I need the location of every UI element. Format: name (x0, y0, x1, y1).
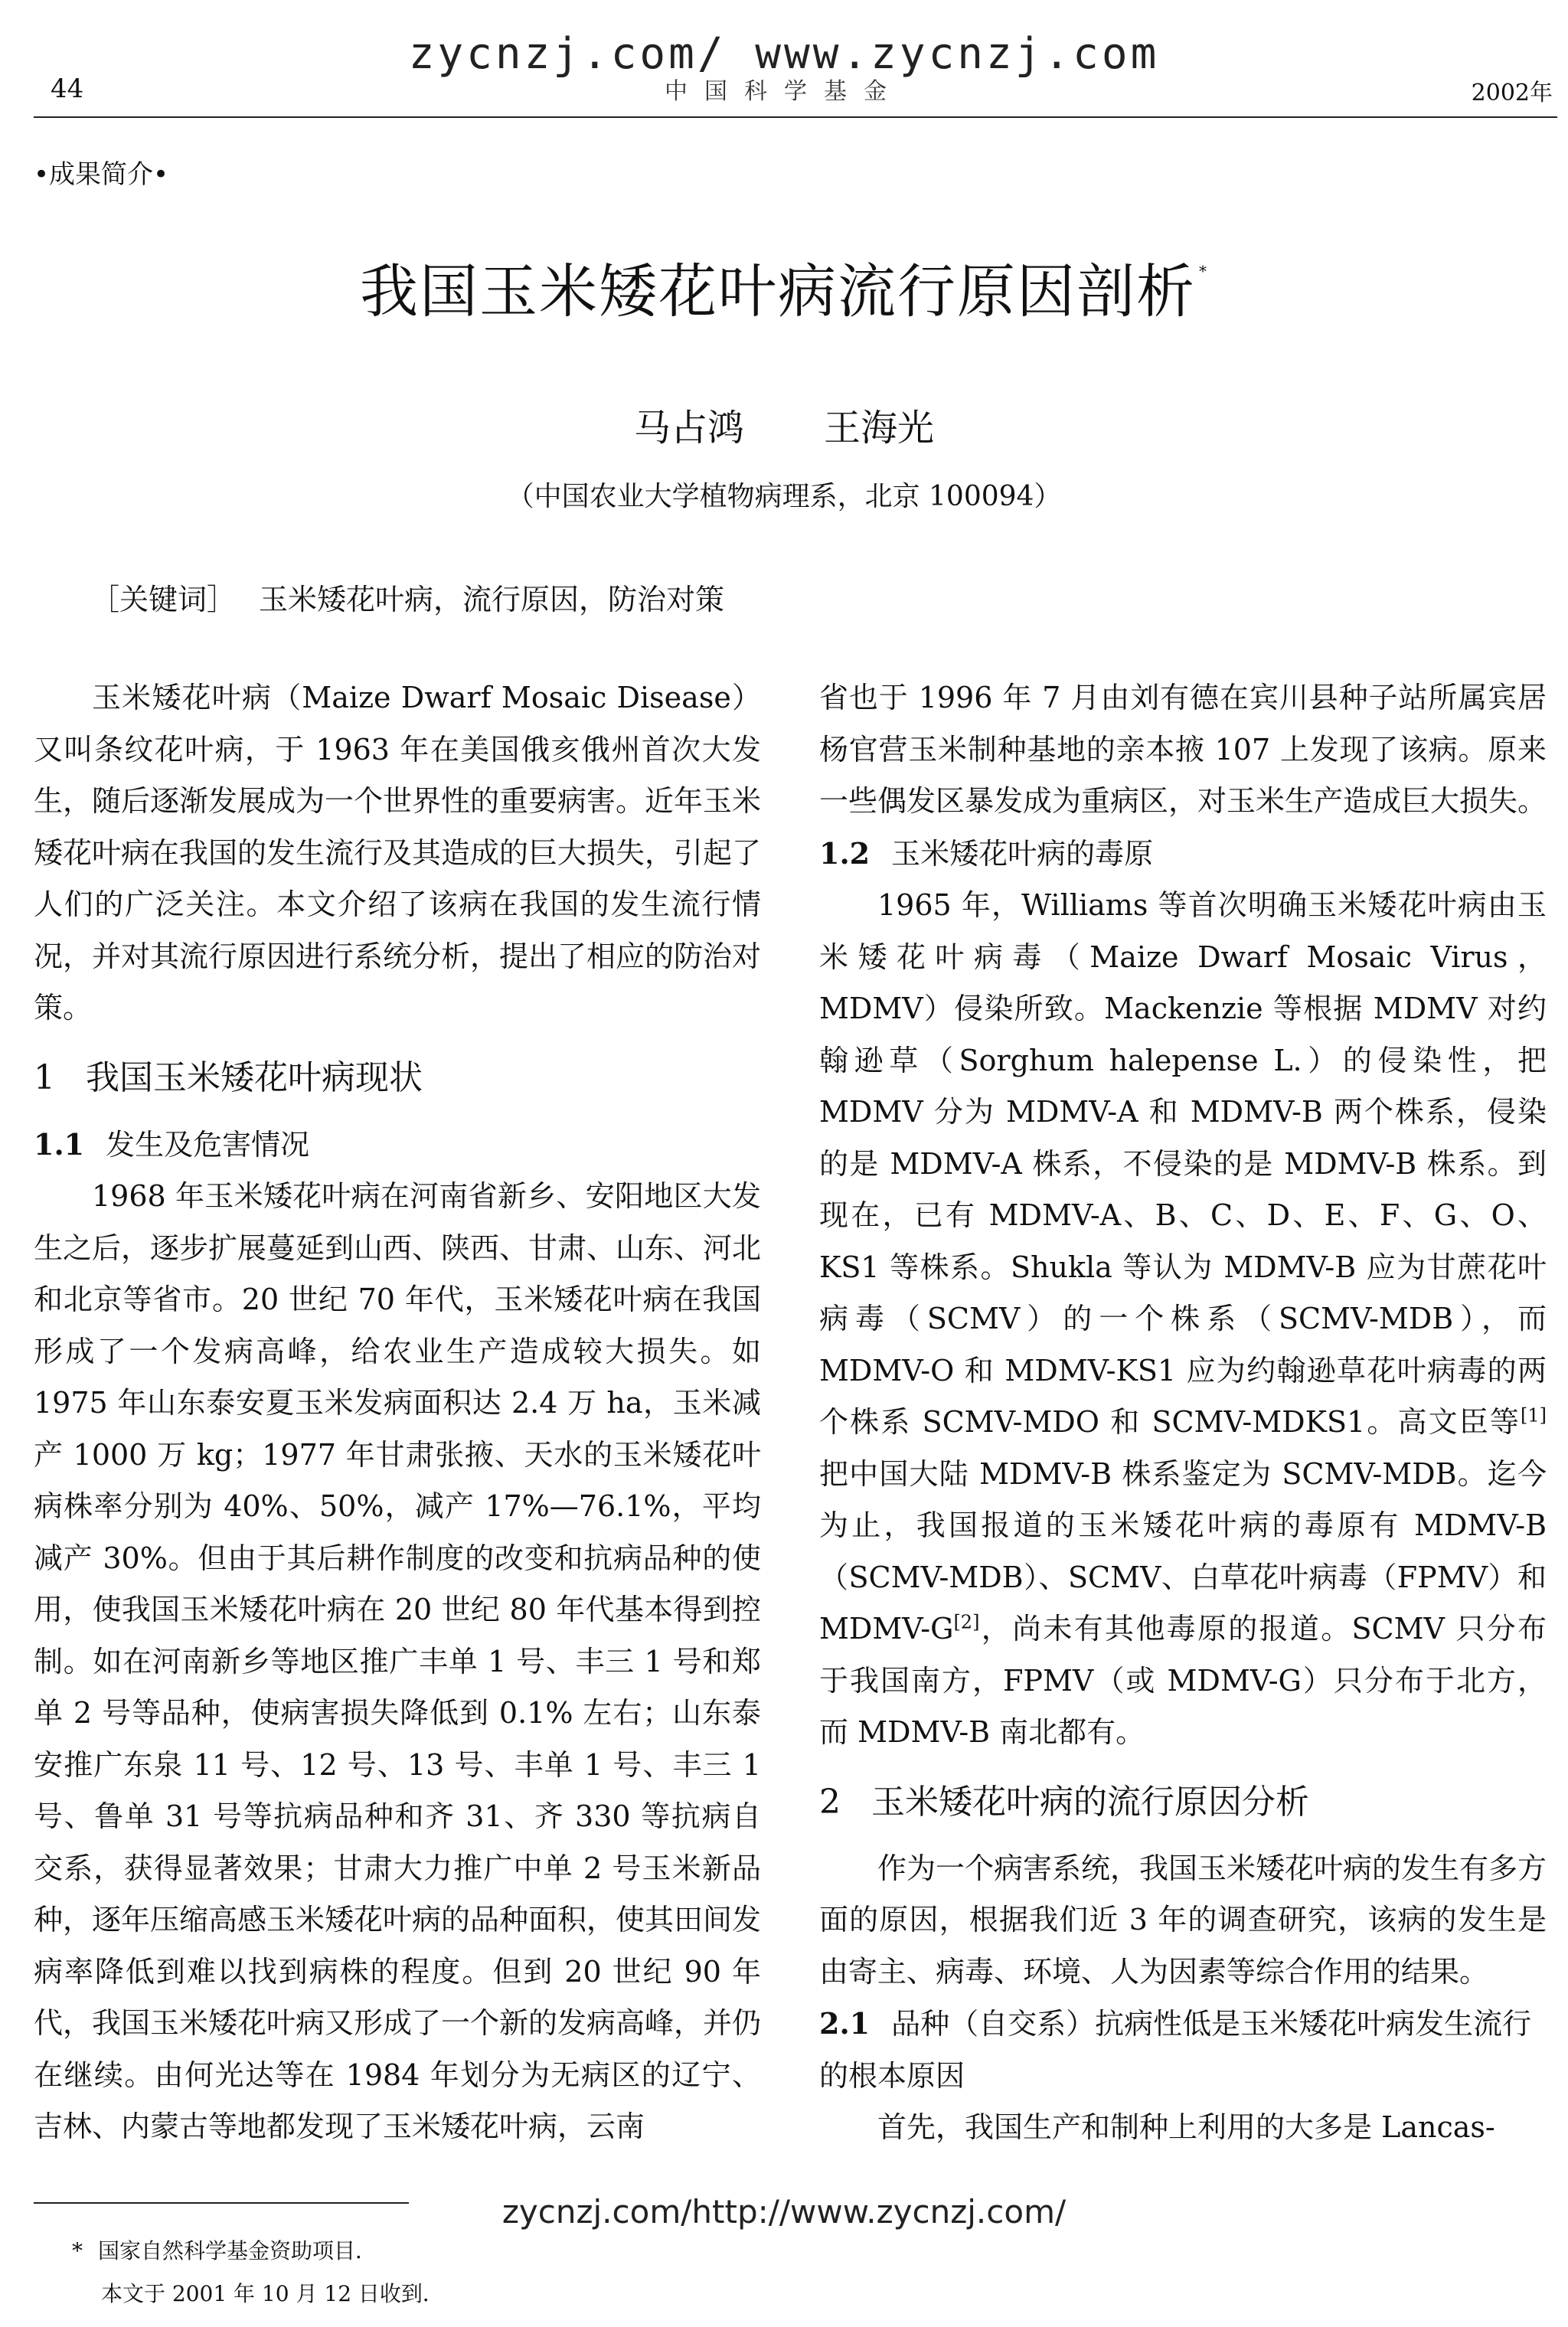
subsection-title: 品种（自交系）抗病性低是玉米矮花叶病发生流行的根本原因 (819, 2007, 1532, 2093)
footnote (72, 2234, 377, 2265)
journal-name: 中国科学基金 (665, 78, 903, 105)
watermark-top: zycnzj.com/ www.zycnzj.com (408, 29, 1160, 79)
paragraph-text: 把中国大陆 MDMV-B 株系鉴定为 SCMV-MDB。迄今为止，我国报道的玉米矮花叶病的毒原有 MDMV-B（SCMV-MDB）、SCMV、白草花叶病毒（FPMV）和 MDMV-G (819, 1456, 1547, 1646)
section-heading (34, 1051, 761, 1105)
footnote-text: 国家自然科学基金资助项目． (98, 2238, 377, 2263)
section-tag: •成果简介• (34, 159, 169, 190)
citation-ref[interactable]: [2] (953, 1611, 980, 1633)
page-number: 44 (51, 74, 84, 104)
footnote: 本文于 2001 年 10 月 12 日收到． (101, 2281, 444, 2306)
keywords-label: ［关键词］ (90, 583, 237, 616)
keywords (90, 576, 724, 618)
article-title (0, 245, 1568, 328)
footnote-mark: * (72, 2238, 83, 2263)
author-name: 马占鸿 (633, 407, 744, 449)
paragraph-text: 1965 年，Williams 等首次明确玉米矮花叶病由玉米矮花叶病毒（Maize Dwarf Mosaic Virus，MDMV）侵染所致。Mackenzie 等根据 MDMV 对约翰逊草（Sorghum halepense L.）的侵染性，把 MDMV 分为 MDMV-A 和 MDMV-B 两个株系，侵染的是 MDMV-A 株系，不侵染的是 MDMV-B 株系。到现在，已有 MDMV-A、B、C、D、E、F、G、O、KS1 等株系。Shukla 等认为 MDMV-B 应为甘蔗花叶病毒（SCMV）的一个株系（SCMV-MDB），而 MDMV-O 和 MDMV-KS1 应为约翰逊草花叶病毒的两个株系 SCMV-MDO 和 SCMV-MDKS1。高文臣等 (819, 888, 1547, 1439)
left-column (34, 672, 761, 2153)
journal-year: 2002年 (1471, 80, 1553, 106)
section-title: 玉米矮花叶病的流行原因分析 (871, 1782, 1309, 1822)
subsection-heading (819, 828, 1547, 881)
author-name: 王海光 (824, 407, 935, 449)
header-rule (34, 116, 1557, 118)
section-number: 2 (819, 1782, 841, 1822)
subsection-heading (34, 1119, 761, 1172)
body-paragraph: 首先，我国生产和制种上利用的大多是 Lancas- (877, 2110, 1495, 2144)
right-column (819, 672, 1547, 2154)
section-heading (819, 1776, 1547, 1829)
subsection-number: 1.2 (819, 835, 871, 871)
section-title: 我国玉米矮花叶病现状 (86, 1057, 423, 1097)
body-paragraph: 省也于 1996 年 7 月由刘有德在宾川县种子站所属宾居杨官营玉米制种基地的亲本掖 107 上发现了该病。原来一些偶发区暴发成为重病区，对玉米生产造成巨大损失。 (819, 681, 1547, 818)
subsection-heading (819, 1998, 1547, 2102)
subsection-number: 2.1 (819, 2006, 871, 2041)
keywords-text: 玉米矮花叶病，流行原因，防治对策 (259, 583, 725, 616)
paragraph-text: ，尚未有其他毒原的报道。SCMV 只分布于我国南方，FPMV（或 MDMV-G）只分布于北方，而 MDMV-B 南北都有。 (819, 1612, 1547, 1749)
body-paragraph (819, 880, 1547, 1759)
subsection-title: 玉米矮花叶病的毒原 (891, 836, 1154, 871)
affiliation: （中国农业大学植物病理系，北京 100094） (506, 481, 1062, 512)
title-note-mark: * (1199, 262, 1208, 280)
body-paragraph: 作为一个病害系统，我国玉米矮花叶病的发生有多方面的原因，根据我们近 3 年的调查研究，该病的发生是由寄主、病毒、环境、人为因素等综合作用的结果。 (819, 1851, 1547, 1989)
authors (0, 398, 1568, 451)
subsection-title: 发生及危害情况 (106, 1127, 310, 1162)
title-text: 我国玉米矮花叶病流行原因剖析 (360, 257, 1196, 325)
intro-paragraph: 玉米矮花叶病（Maize Dwarf Mosaic Disease）又叫条纹花叶病，于 1963 年在美国俄亥俄州首次大发生，随后逐渐发展成为一个世界性的重要病害。近年玉米矮花叶病在我国的发生流行及其造成的巨大损失，引起了人们的广泛关注。本文介绍了该病在我国的发生流行情况，并对其流行原因进行系统分析，提出了相应的防治对策。 (34, 681, 762, 1025)
citation-ref[interactable]: [1] (1521, 1404, 1547, 1427)
body-paragraph: 1968 年玉米矮花叶病在河南省新乡、安阳地区大发生之后，逐步扩展蔓延到山西、陕西、甘肃、山东、河北和北京等省市。20 世纪 70 年代，玉米矮花叶病在我国形成了一个发病高峰，给农业生产造成较大损失。如 1975 年山东泰安夏玉米发病面积达 2.4 万 ha，玉米减产 1000 万 kg；1977 年甘肃张掖、天水的玉米矮花叶病株率分别为 40%、50%，减产 17%—76.1%，平均减产 30%。但由于其后耕作制度的改变和抗病品种的使用，使我国玉米矮花叶病在 20 世纪 80 年代基本得到控制。如在河南新乡等地区推广丰单 1 号、丰三 1 号和郑单 2 号等品种，使病害损失降低到 0.1% 左右；山东泰安推广东泉 11 号、12 号、13 号、丰单 1 号、丰三 1 号、鲁单 31 号等抗病品种和齐 31、齐 330 等抗病自交系，获得显著效果；甘肃大力推广中单 2 号玉米新品种，逐年压缩高感玉米矮花叶病的品种面积，使其田间发病率降低到难以找到病株的程度。但到 20 世纪 90 年代，我国玉米矮花叶病又形成了一个新的发病高峰，并仍在继续。由何光达等在 1984 年划分为无病区的辽宁、吉林、内蒙古等地都发现了玉米矮花叶病，云南 (34, 1179, 762, 2143)
section-number: 1 (34, 1057, 55, 1097)
watermark-bottom: zycnzj.com/http://www.zycnzj.com/ (501, 2193, 1067, 2231)
subsection-number: 1.1 (34, 1126, 85, 1162)
